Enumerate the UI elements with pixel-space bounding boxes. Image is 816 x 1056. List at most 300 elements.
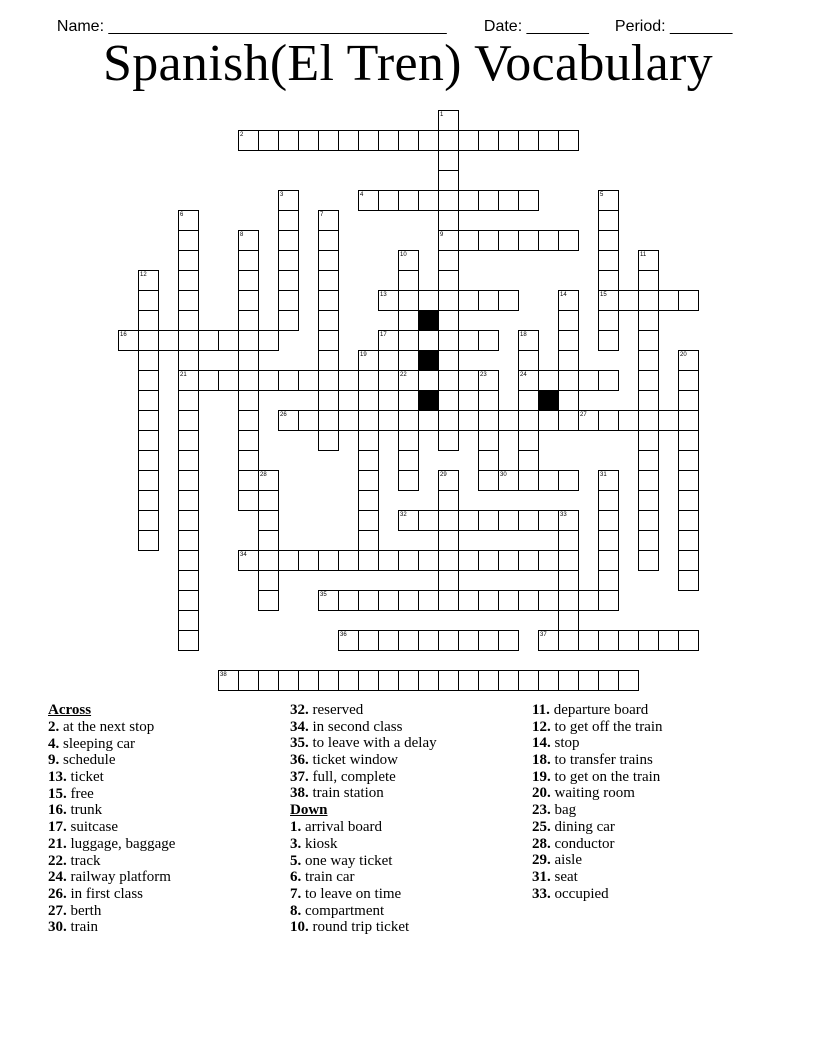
grid-cell[interactable] xyxy=(598,510,619,531)
grid-cell[interactable] xyxy=(318,410,339,431)
grid-cell[interactable] xyxy=(298,370,319,391)
grid-cell[interactable] xyxy=(678,510,699,531)
grid-cell[interactable] xyxy=(418,550,439,571)
grid-cell[interactable] xyxy=(358,430,379,451)
grid-cell[interactable] xyxy=(438,290,459,311)
grid-cell[interactable] xyxy=(538,550,559,571)
grid-cell[interactable] xyxy=(378,130,399,151)
grid-cell[interactable] xyxy=(178,290,199,311)
grid-cell[interactable] xyxy=(238,450,259,471)
grid-cell[interactable] xyxy=(638,350,659,371)
grid-cell[interactable] xyxy=(438,130,459,151)
grid-cell[interactable] xyxy=(318,310,339,331)
grid-cell[interactable] xyxy=(658,410,679,431)
grid-cell[interactable] xyxy=(498,670,519,691)
grid-cell[interactable] xyxy=(518,350,539,371)
grid-cell[interactable] xyxy=(258,510,279,531)
grid-cell[interactable] xyxy=(238,490,259,511)
grid-cell[interactable] xyxy=(438,310,459,331)
grid-cell[interactable] xyxy=(558,630,579,651)
grid-cell[interactable] xyxy=(278,310,299,331)
grid-cell[interactable] xyxy=(678,490,699,511)
grid-cell[interactable] xyxy=(638,430,659,451)
grid-cell[interactable] xyxy=(178,590,199,611)
grid-cell[interactable] xyxy=(418,670,439,691)
grid-cell[interactable] xyxy=(638,630,659,651)
grid-cell[interactable] xyxy=(558,330,579,351)
grid-cell[interactable] xyxy=(478,130,499,151)
grid-cell[interactable] xyxy=(138,430,159,451)
grid-cell[interactable] xyxy=(478,230,499,251)
grid-cell[interactable] xyxy=(638,370,659,391)
grid-cell[interactable] xyxy=(358,470,379,491)
grid-cell[interactable] xyxy=(438,530,459,551)
grid-cell[interactable] xyxy=(178,530,199,551)
grid-cell[interactable] xyxy=(458,410,479,431)
grid-cell[interactable] xyxy=(378,670,399,691)
grid-cell[interactable] xyxy=(678,470,699,491)
grid-cell[interactable] xyxy=(318,130,339,151)
grid-cell[interactable] xyxy=(338,410,359,431)
grid-cell[interactable] xyxy=(638,550,659,571)
grid-cell[interactable] xyxy=(238,250,259,271)
grid-cell[interactable] xyxy=(498,230,519,251)
grid-cell[interactable] xyxy=(178,510,199,531)
grid-cell[interactable] xyxy=(638,390,659,411)
grid-cell[interactable] xyxy=(558,410,579,431)
grid-cell[interactable] xyxy=(538,130,559,151)
grid-cell[interactable] xyxy=(438,510,459,531)
grid-cell[interactable] xyxy=(378,370,399,391)
grid-cell[interactable] xyxy=(358,370,379,391)
grid-cell[interactable] xyxy=(678,430,699,451)
grid-cell[interactable] xyxy=(558,390,579,411)
grid-cell[interactable] xyxy=(458,190,479,211)
grid-cell[interactable] xyxy=(178,350,199,371)
grid-cell[interactable] xyxy=(618,290,639,311)
grid-cell[interactable] xyxy=(538,410,559,431)
grid-cell[interactable] xyxy=(618,410,639,431)
grid-cell[interactable] xyxy=(438,370,459,391)
grid-cell[interactable] xyxy=(398,130,419,151)
grid-cell[interactable] xyxy=(638,310,659,331)
grid-cell[interactable] xyxy=(618,670,639,691)
grid-cell[interactable] xyxy=(378,630,399,651)
grid-cell[interactable] xyxy=(398,430,419,451)
grid-cell[interactable] xyxy=(398,410,419,431)
grid-cell[interactable] xyxy=(438,270,459,291)
grid-cell[interactable] xyxy=(138,510,159,531)
grid-cell[interactable] xyxy=(438,550,459,571)
grid-cell[interactable] xyxy=(218,370,239,391)
grid-cell[interactable] xyxy=(338,590,359,611)
grid-cell[interactable] xyxy=(438,250,459,271)
grid-cell[interactable] xyxy=(318,330,339,351)
grid-cell[interactable] xyxy=(298,550,319,571)
grid-cell[interactable] xyxy=(658,290,679,311)
grid-cell[interactable] xyxy=(478,410,499,431)
grid-cell[interactable] xyxy=(258,570,279,591)
grid-cell[interactable] xyxy=(178,450,199,471)
grid-cell[interactable] xyxy=(358,630,379,651)
grid-cell[interactable] xyxy=(678,290,699,311)
grid-cell[interactable] xyxy=(438,670,459,691)
grid-cell[interactable] xyxy=(598,570,619,591)
grid-cell[interactable] xyxy=(438,590,459,611)
grid-cell[interactable] xyxy=(478,670,499,691)
grid-cell[interactable] xyxy=(278,250,299,271)
grid-cell[interactable] xyxy=(178,330,199,351)
grid-cell[interactable] xyxy=(138,350,159,371)
grid-cell[interactable] xyxy=(178,630,199,651)
grid-cell[interactable] xyxy=(478,190,499,211)
grid-cell[interactable] xyxy=(438,410,459,431)
grid-cell[interactable] xyxy=(638,330,659,351)
grid-cell[interactable] xyxy=(558,370,579,391)
grid-cell[interactable] xyxy=(558,130,579,151)
grid-cell[interactable] xyxy=(338,370,359,391)
grid-cell[interactable] xyxy=(398,450,419,471)
grid-cell[interactable] xyxy=(558,230,579,251)
grid-cell[interactable] xyxy=(518,390,539,411)
grid-cell[interactable] xyxy=(598,250,619,271)
grid-cell[interactable] xyxy=(598,550,619,571)
grid-cell[interactable] xyxy=(458,670,479,691)
grid-cell[interactable] xyxy=(578,630,599,651)
grid-cell[interactable] xyxy=(598,670,619,691)
grid-cell[interactable] xyxy=(238,410,259,431)
grid-cell[interactable] xyxy=(178,250,199,271)
grid-cell[interactable] xyxy=(598,410,619,431)
grid-cell[interactable] xyxy=(138,330,159,351)
grid-cell[interactable] xyxy=(538,670,559,691)
grid-cell[interactable] xyxy=(598,210,619,231)
grid-cell[interactable] xyxy=(178,550,199,571)
grid-cell[interactable] xyxy=(138,470,159,491)
grid-cell[interactable] xyxy=(438,210,459,231)
grid-cell[interactable] xyxy=(398,630,419,651)
grid-cell[interactable] xyxy=(478,390,499,411)
grid-cell[interactable] xyxy=(358,450,379,471)
grid-cell[interactable] xyxy=(318,670,339,691)
grid-cell[interactable] xyxy=(258,590,279,611)
grid-cell[interactable] xyxy=(418,630,439,651)
grid-cell[interactable] xyxy=(238,670,259,691)
grid-cell[interactable] xyxy=(198,330,219,351)
grid-cell[interactable] xyxy=(298,670,319,691)
grid-cell[interactable] xyxy=(238,330,259,351)
grid-cell[interactable] xyxy=(438,570,459,591)
grid-cell[interactable] xyxy=(358,130,379,151)
grid-cell[interactable] xyxy=(458,590,479,611)
grid-cell[interactable] xyxy=(138,450,159,471)
grid-cell[interactable] xyxy=(138,310,159,331)
grid-cell[interactable] xyxy=(678,630,699,651)
grid-cell[interactable] xyxy=(358,590,379,611)
grid-cell[interactable] xyxy=(318,390,339,411)
grid-cell[interactable] xyxy=(558,470,579,491)
grid-cell[interactable] xyxy=(498,410,519,431)
grid-cell[interactable] xyxy=(438,630,459,651)
grid-cell[interactable] xyxy=(418,590,439,611)
grid-cell[interactable] xyxy=(558,530,579,551)
grid-cell[interactable] xyxy=(338,670,359,691)
grid-cell[interactable] xyxy=(358,410,379,431)
grid-cell[interactable] xyxy=(518,590,539,611)
grid-cell[interactable] xyxy=(378,190,399,211)
grid-cell[interactable] xyxy=(178,310,199,331)
grid-cell[interactable] xyxy=(558,670,579,691)
grid-cell[interactable] xyxy=(138,490,159,511)
grid-cell[interactable] xyxy=(578,670,599,691)
grid-cell[interactable] xyxy=(178,470,199,491)
grid-cell[interactable] xyxy=(438,330,459,351)
grid-cell[interactable] xyxy=(238,470,259,491)
grid-cell[interactable] xyxy=(598,270,619,291)
grid-cell[interactable] xyxy=(438,190,459,211)
grid-cell[interactable] xyxy=(178,610,199,631)
grid-cell[interactable] xyxy=(418,290,439,311)
grid-cell[interactable] xyxy=(438,150,459,171)
grid-cell[interactable] xyxy=(518,130,539,151)
grid-cell[interactable] xyxy=(138,290,159,311)
grid-cell[interactable] xyxy=(558,610,579,631)
grid-cell[interactable] xyxy=(358,490,379,511)
grid-cell[interactable] xyxy=(478,510,499,531)
grid-cell[interactable] xyxy=(458,510,479,531)
grid-cell[interactable] xyxy=(258,530,279,551)
grid-cell[interactable] xyxy=(618,630,639,651)
grid-cell[interactable] xyxy=(598,530,619,551)
grid-cell[interactable] xyxy=(638,410,659,431)
grid-cell[interactable] xyxy=(238,370,259,391)
grid-cell[interactable] xyxy=(498,550,519,571)
grid-cell[interactable] xyxy=(318,370,339,391)
grid-cell[interactable] xyxy=(178,410,199,431)
grid-cell[interactable] xyxy=(258,490,279,511)
grid-cell[interactable] xyxy=(238,390,259,411)
grid-cell[interactable] xyxy=(638,270,659,291)
grid-cell[interactable] xyxy=(358,550,379,571)
grid-cell[interactable] xyxy=(538,470,559,491)
grid-cell[interactable] xyxy=(498,190,519,211)
grid-cell[interactable] xyxy=(438,170,459,191)
grid-cell[interactable] xyxy=(638,510,659,531)
grid-cell[interactable] xyxy=(518,470,539,491)
grid-cell[interactable] xyxy=(398,470,419,491)
grid-cell[interactable] xyxy=(498,130,519,151)
grid-cell[interactable] xyxy=(518,550,539,571)
grid-cell[interactable] xyxy=(678,450,699,471)
grid-cell[interactable] xyxy=(278,270,299,291)
grid-cell[interactable] xyxy=(318,250,339,271)
grid-cell[interactable] xyxy=(318,230,339,251)
grid-cell[interactable] xyxy=(678,570,699,591)
grid-cell[interactable] xyxy=(178,270,199,291)
grid-cell[interactable] xyxy=(378,410,399,431)
grid-cell[interactable] xyxy=(438,350,459,371)
grid-cell[interactable] xyxy=(678,410,699,431)
grid-cell[interactable] xyxy=(598,370,619,391)
grid-cell[interactable] xyxy=(318,550,339,571)
grid-cell[interactable] xyxy=(558,570,579,591)
grid-cell[interactable] xyxy=(478,430,499,451)
grid-cell[interactable] xyxy=(238,310,259,331)
grid-cell[interactable] xyxy=(278,130,299,151)
grid-cell[interactable] xyxy=(258,370,279,391)
grid-cell[interactable] xyxy=(418,330,439,351)
grid-cell[interactable] xyxy=(578,370,599,391)
grid-cell[interactable] xyxy=(458,290,479,311)
grid-cell[interactable] xyxy=(318,270,339,291)
grid-cell[interactable] xyxy=(658,630,679,651)
grid-cell[interactable] xyxy=(278,210,299,231)
grid-cell[interactable] xyxy=(418,130,439,151)
grid-cell[interactable] xyxy=(178,390,199,411)
grid-cell[interactable] xyxy=(318,430,339,451)
grid-cell[interactable] xyxy=(638,530,659,551)
grid-cell[interactable] xyxy=(498,630,519,651)
grid-cell[interactable] xyxy=(598,490,619,511)
grid-cell[interactable] xyxy=(578,590,599,611)
grid-cell[interactable] xyxy=(238,290,259,311)
grid-cell[interactable] xyxy=(398,330,419,351)
grid-cell[interactable] xyxy=(278,370,299,391)
grid-cell[interactable] xyxy=(238,430,259,451)
grid-cell[interactable] xyxy=(478,450,499,471)
grid-cell[interactable] xyxy=(178,490,199,511)
grid-cell[interactable] xyxy=(478,290,499,311)
grid-cell[interactable] xyxy=(458,330,479,351)
grid-cell[interactable] xyxy=(478,630,499,651)
grid-cell[interactable] xyxy=(418,370,439,391)
grid-cell[interactable] xyxy=(138,370,159,391)
grid-cell[interactable] xyxy=(538,370,559,391)
grid-cell[interactable] xyxy=(318,290,339,311)
grid-cell[interactable] xyxy=(558,350,579,371)
grid-cell[interactable] xyxy=(458,370,479,391)
grid-cell[interactable] xyxy=(398,590,419,611)
grid-cell[interactable] xyxy=(178,430,199,451)
grid-cell[interactable] xyxy=(358,510,379,531)
grid-cell[interactable] xyxy=(638,470,659,491)
grid-cell[interactable] xyxy=(558,550,579,571)
grid-cell[interactable] xyxy=(638,290,659,311)
grid-cell[interactable] xyxy=(258,330,279,351)
grid-cell[interactable] xyxy=(338,130,359,151)
grid-cell[interactable] xyxy=(138,530,159,551)
grid-cell[interactable] xyxy=(518,510,539,531)
grid-cell[interactable] xyxy=(258,130,279,151)
grid-cell[interactable] xyxy=(598,630,619,651)
grid-cell[interactable] xyxy=(318,350,339,371)
grid-cell[interactable] xyxy=(558,310,579,331)
grid-cell[interactable] xyxy=(398,290,419,311)
grid-cell[interactable] xyxy=(438,430,459,451)
grid-cell[interactable] xyxy=(238,270,259,291)
grid-cell[interactable] xyxy=(518,190,539,211)
grid-cell[interactable] xyxy=(398,270,419,291)
grid-cell[interactable] xyxy=(258,670,279,691)
grid-cell[interactable] xyxy=(138,410,159,431)
grid-cell[interactable] xyxy=(398,550,419,571)
grid-cell[interactable] xyxy=(478,550,499,571)
grid-cell[interactable] xyxy=(598,330,619,351)
grid-cell[interactable] xyxy=(678,390,699,411)
grid-cell[interactable] xyxy=(438,490,459,511)
grid-cell[interactable] xyxy=(478,590,499,611)
grid-cell[interactable] xyxy=(598,310,619,331)
grid-cell[interactable] xyxy=(298,130,319,151)
grid-cell[interactable] xyxy=(438,390,459,411)
grid-cell[interactable] xyxy=(138,390,159,411)
grid-cell[interactable] xyxy=(258,550,279,571)
grid-cell[interactable] xyxy=(458,130,479,151)
grid-cell[interactable] xyxy=(358,530,379,551)
grid-cell[interactable] xyxy=(598,590,619,611)
grid-cell[interactable] xyxy=(238,350,259,371)
grid-cell[interactable] xyxy=(538,230,559,251)
grid-cell[interactable] xyxy=(638,490,659,511)
grid-cell[interactable] xyxy=(478,470,499,491)
grid-cell[interactable] xyxy=(278,550,299,571)
grid-cell[interactable] xyxy=(458,550,479,571)
grid-cell[interactable] xyxy=(398,190,419,211)
grid-cell[interactable] xyxy=(358,670,379,691)
grid-cell[interactable] xyxy=(198,370,219,391)
grid-cell[interactable] xyxy=(678,370,699,391)
grid-cell[interactable] xyxy=(398,670,419,691)
grid-cell[interactable] xyxy=(278,230,299,251)
grid-cell[interactable] xyxy=(458,230,479,251)
grid-cell[interactable] xyxy=(298,410,319,431)
grid-cell[interactable] xyxy=(398,350,419,371)
grid-cell[interactable] xyxy=(498,590,519,611)
grid-cell[interactable] xyxy=(418,190,439,211)
grid-cell[interactable] xyxy=(538,510,559,531)
grid-cell[interactable] xyxy=(358,390,379,411)
grid-cell[interactable] xyxy=(378,590,399,611)
grid-cell[interactable] xyxy=(398,390,419,411)
grid-cell[interactable] xyxy=(678,530,699,551)
grid-cell[interactable] xyxy=(418,510,439,531)
grid-cell[interactable] xyxy=(498,510,519,531)
grid-cell[interactable] xyxy=(518,430,539,451)
grid-cell[interactable] xyxy=(518,670,539,691)
grid-cell[interactable] xyxy=(538,590,559,611)
grid-cell[interactable] xyxy=(498,290,519,311)
grid-cell[interactable] xyxy=(338,550,359,571)
grid-cell[interactable] xyxy=(278,670,299,691)
grid-cell[interactable] xyxy=(158,330,179,351)
grid-cell[interactable] xyxy=(418,410,439,431)
grid-cell[interactable] xyxy=(558,590,579,611)
grid-cell[interactable] xyxy=(518,450,539,471)
grid-cell[interactable] xyxy=(178,570,199,591)
grid-cell[interactable] xyxy=(178,230,199,251)
grid-cell[interactable] xyxy=(638,450,659,471)
grid-cell[interactable] xyxy=(378,550,399,571)
grid-cell[interactable] xyxy=(678,550,699,571)
grid-cell[interactable] xyxy=(218,330,239,351)
grid-cell[interactable] xyxy=(478,330,499,351)
grid-cell[interactable] xyxy=(278,290,299,311)
grid-cell[interactable] xyxy=(598,230,619,251)
grid-cell[interactable] xyxy=(398,310,419,331)
grid-cell[interactable] xyxy=(518,230,539,251)
grid-cell[interactable] xyxy=(518,410,539,431)
grid-cell[interactable] xyxy=(458,630,479,651)
